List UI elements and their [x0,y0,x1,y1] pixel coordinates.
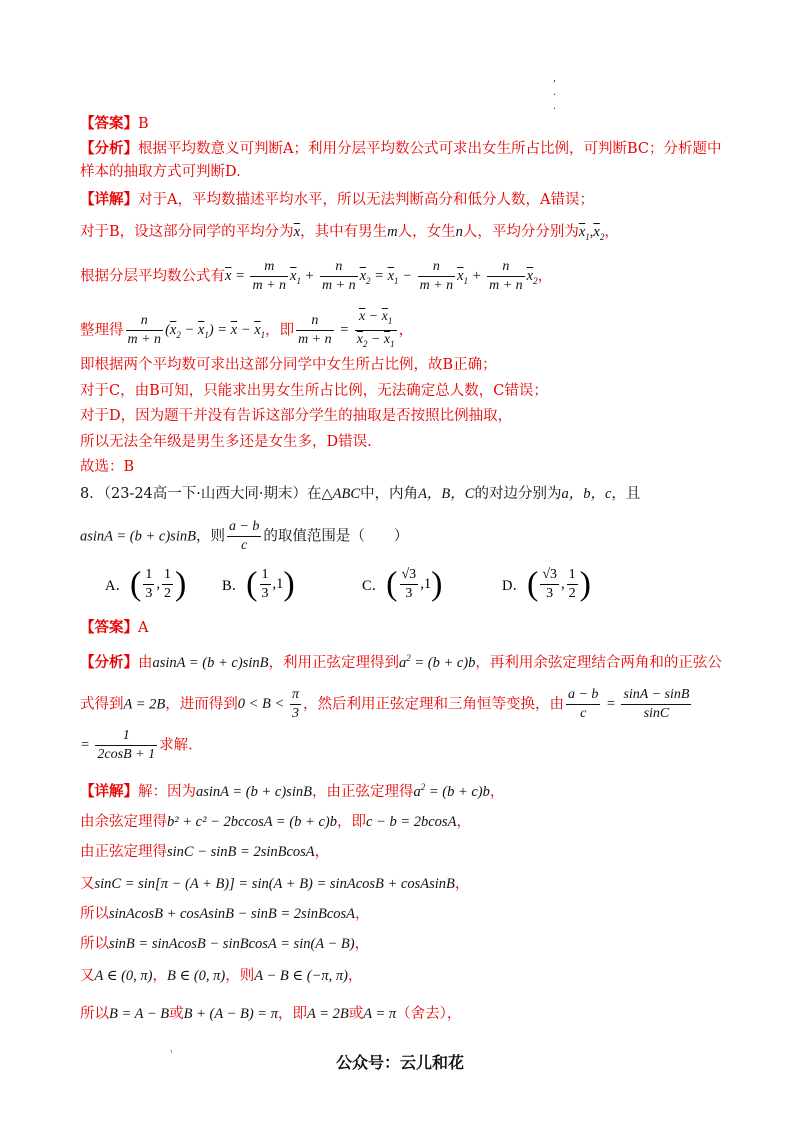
answer-line-8 [80,618,148,638]
detail-text: 解：因为 [138,783,196,800]
detail-text: 故选：B [80,459,135,475]
detail-text: 所以 [80,906,109,922]
math-expr: c − b = 2bcosA [365,814,457,830]
option-value: 1 [423,576,432,592]
math-triangle: △ABC [321,486,361,502]
analysis-text: ，再利用余弦定理结合两角和的正弦公 [475,654,722,671]
detail8-line-4: 又sinC = sin[π − (A + B)] = sin(A + B) = sinAcosB + cosAsinB， [80,876,470,892]
math-simplify: $\frac{n}{m + n}$ $(\overline{x}_2 - \overline{x}_1) = \overline{x} - \overline{x}_1$ [127,312,266,347]
math-expr: A ∈ (0, π) [94,968,153,984]
question-text: ，且 [611,486,641,502]
option-label: B． [222,578,247,594]
detail-text: 人，平均分分别为 [462,224,579,240]
detail-text: ，即 [277,1006,307,1022]
detail-text: 所以 [80,1006,109,1022]
math-a-squared: $a^2 = (b + c)b$ [398,653,476,671]
analysis8-line-1 [80,648,722,673]
analysis-text: 式得到 [80,696,124,713]
analysis8-line-2 [80,686,693,723]
detail-text: 或 [348,1006,364,1022]
detail-tag: 【详解】 [80,191,138,208]
math-expr: B ∈ (0, π) [167,968,226,984]
analysis-tag: 【分析】 [80,653,138,671]
math-expr: b² + c² − 2bccosA = (b + c)b [167,814,337,830]
math-xbar: $\overline{x}$ [293,224,301,240]
math-sides: a，b，c [561,486,612,502]
math-a-2b: A = 2B [123,696,166,713]
detail8-line-7: 又A ∈ (0, π)，B ∈ (0, π)，则A − B ∈ (−π, π)， [80,968,363,984]
math-condition: asinA = (b + c)sinB [80,528,196,545]
option-den: 3 [405,586,413,601]
question-source: （23-24高一下·山西大同·期末） [103,486,308,502]
option-den: 2 [163,586,171,601]
detail8-line-3: 由正弦定理得sinC − sinB = 2sinBcosA， [80,844,330,860]
detail8-line-2: 由余弦定理得b² + c² − 2bccosA = (b + c)b，即c − b = 2bcosA， [80,814,471,830]
option-num: 1 [162,566,173,585]
option-label: C． [362,578,387,594]
detail8-line-6: 所以sinB = sinAcosB − sinBcosA = sin(A − B)， [80,936,370,952]
analysis-text: ，利用正弦定理得到 [268,654,399,671]
footer-watermark: 公众号：云儿和花 [335,1053,464,1072]
math-expr: B = A − B [109,1006,170,1022]
math-expr: asinA = (b + c)sinB [196,783,312,800]
analysis-text: 根据平均数意义可判断A；利用分层平均数公式可求出女生所占比例，可判断BC；分析题中 [138,141,722,157]
question-8-condition [80,518,408,555]
detail-text: 对于B，设这部分同学的平均分为 [80,224,294,240]
math-angles: A，B，C [418,486,475,502]
option-num: 1 [143,566,154,585]
math-expr: A − B ∈ (−π, π) [254,968,348,984]
option-a[interactable]: A．( $\frac{1}{3}$ , $\frac{1}{2}$ ) [105,565,187,603]
question-text: 的取值范围是（ ） [263,528,409,545]
math-expr: A = π [363,1006,397,1022]
math-b-range: 0 < B < $\frac{\pi}{3}$ [237,687,299,721]
math-formula-mean: $\overline{x}$ = $\frac{m}{m + n}$ $\overline{x}_1$ + $\frac{n}{m + n}$ $\overline{x}_2 = \overline{x}_1$ − $\frac{n}{m + n}$ $\overline{x}_1$ + $\frac{n}{m + n}$ $\overline{x}_2$ [225,259,538,293]
option-num: √3 [400,566,419,585]
math-expr: A = 2B [306,1006,349,1022]
math-expr: B + (A − B) = π [183,1006,278,1022]
option-num: √3 [540,566,559,585]
math-expr: sinC = sin[π − (A + B)] = sin(A + B) = sinAcosB + cosAsinB [94,876,455,892]
option-value: 1 [276,576,284,592]
question-text: 中，内角 [360,486,419,502]
math-ratio: $\frac{n}{m + n}$ = $\frac{\overline{x} - \overline{x}_1}{\overline{x}_2 - \overline{x}_1}$ [298,309,395,349]
detail-text: 对于A，平均数描述平均水平，所以无法判断高分和低分人数，A错误； [138,192,594,208]
analysis-text: 求解. [159,737,193,754]
question-text: 的对边分别为 [474,486,562,502]
analysis-line-2 [80,162,241,182]
option-num: 1 [567,566,578,585]
math-ratio-sine: $\frac{a - b}{c}$ = $\frac{\sin A - \sin B}{\sin C}$ [567,687,690,721]
detail-text: 对于C，由B可知，只能求出男女生所占比例，无法确定总人数，C错误； [80,383,548,399]
header-dots: , . . [553,73,557,112]
math-x1x2: $\overline{x}_1,\overline{x}_2$ [578,224,605,242]
detail-tag: 【详解】 [80,782,138,800]
detail-text: 又 [80,876,95,892]
math-m: m [387,224,398,240]
analysis-text: 由 [138,654,153,671]
detail-line-6 [80,381,548,401]
detail-text: ，由正弦定理得 [311,783,414,800]
detail-line-4: 整理得 $\frac{n}{m + n}$ $(\overline{x}_2 - \overline{x}_1) = \overline{x} - \overline{x}_1$，即 $\frac{n}{m + n}$ = $\frac{\overline{x} - \overline{x}_1}{\overline{x}_2 - \overline{x}_1}$ ， [80,309,414,349]
math-expr: sinB = sinAcosB − sinBcosA = sin(A − B) [109,936,355,952]
detail-text: 所以无法全年级是男生多还是女生多，D错误. [80,434,372,450]
analysis8-line-3 [80,727,193,764]
detail-text: ，即 [265,322,295,339]
detail-line-8 [80,432,372,452]
option-b[interactable]: B．( $\frac{1}{3}$ ,1) [222,565,295,603]
answer-tag: 【答案】 [80,619,138,636]
math-expr: sinC − sinB = 2sinBcosA [167,844,315,860]
detail8-line-8 [80,1004,461,1024]
detail-line-3: 根据分层平均数公式有$\overline{x}$ = $\frac{m}{m + n}$ $\overline{x}_1$ + $\frac{n}{m + n}$ $\overline{x}_2 = \overline{x}_1$ − $\frac{n}{m + n}$ $\overline{x}_1$ + $\frac{n}{m + n}$ $\overline{x}_2$， [80,259,553,293]
analysis-line-1 [80,139,722,159]
option-den: 2 [568,586,576,601]
detail-text: 根据分层平均数公式有 [80,268,225,285]
answer-tag: 【答案】 [80,115,138,132]
math-condition: asinA = (b + c)sinB [152,654,269,671]
detail-line-5 [80,355,497,375]
detail-text: 即根据两个平均数可求出这部分同学中女生所占比例，故B正确； [80,357,497,373]
option-den: 3 [261,586,269,601]
option-den: 3 [546,586,554,601]
analysis-text: ，然后利用正弦定理和三角恒等变换，由 [302,696,564,713]
math-n: n [455,224,463,240]
detail-text: （舍去）， [396,1006,462,1022]
detail-text: 由正弦定理得 [80,844,167,860]
option-d[interactable]: D．( $\frac{√3}{3}$ , $\frac{1}{2}$ ) [502,565,591,603]
detail-text: 整理得 [80,322,124,339]
detail-text: 人，女生 [397,224,456,240]
detail-line-2: 对于B，设这部分同学的平均分为$\overline{x}$，其中有男生m人，女生n人，平均分分别为$\overline{x}_1,\overline{x}_2$， [80,224,619,242]
math-a-squared: $a^2 = (b + c)b$ [413,782,490,800]
analysis-text: 样本的抽取方式可判断D. [80,164,241,180]
detail-text: 又 [80,968,95,984]
option-label: A． [105,578,130,594]
option-den: 3 [145,586,153,601]
answer-value: A [138,620,149,636]
detail-text: 由余弦定理得 [80,814,167,830]
detail-text: ，其中有男生 [300,224,388,240]
math-result: = $\frac{1}{2\cos B + 1}$ [80,728,156,762]
question-number: 8． [80,486,104,502]
analysis-tag: 【分析】 [80,140,138,157]
question-text: 在 [307,486,322,502]
detail-text: 所以 [80,936,109,952]
question-text: ，则 [195,528,225,545]
answer-value: B [138,116,149,132]
detail-line-7 [80,406,512,426]
detail-line-9 [80,457,134,477]
math-fraction-ab-c: $\frac{a - b}{c}$ [228,519,260,553]
math-expr: sinAcosB + cosAsinB − sinB = 2sinBcosA [109,906,356,922]
detail-text: ，即 [336,814,366,830]
analysis-text: ，进而得到 [165,696,238,713]
question-8-stem [80,484,640,504]
option-num: 1 [260,566,271,585]
detail-text: ，则 [225,968,255,984]
detail8-line-1: 【详解】解：因为asinA = (b + c)sinB，由正弦定理得$a^2 = (b + c)b$， [80,782,505,800]
detail-text: 对于D，因为题干并没有告诉这部分学生的抽取是否按照比例抽取， [80,408,513,424]
detail-line-1 [80,190,594,210]
detail8-line-5: 所以sinAcosB + cosAsinB − sinB = 2sinBcosA， [80,906,370,922]
option-label: D． [502,578,527,594]
answer-line-7 [80,114,149,134]
option-c[interactable]: C．( $\frac{√3}{3}$ ,1) [362,565,443,603]
detail-text: 或 [169,1006,184,1022]
footer-mark: ' [170,1050,173,1060]
